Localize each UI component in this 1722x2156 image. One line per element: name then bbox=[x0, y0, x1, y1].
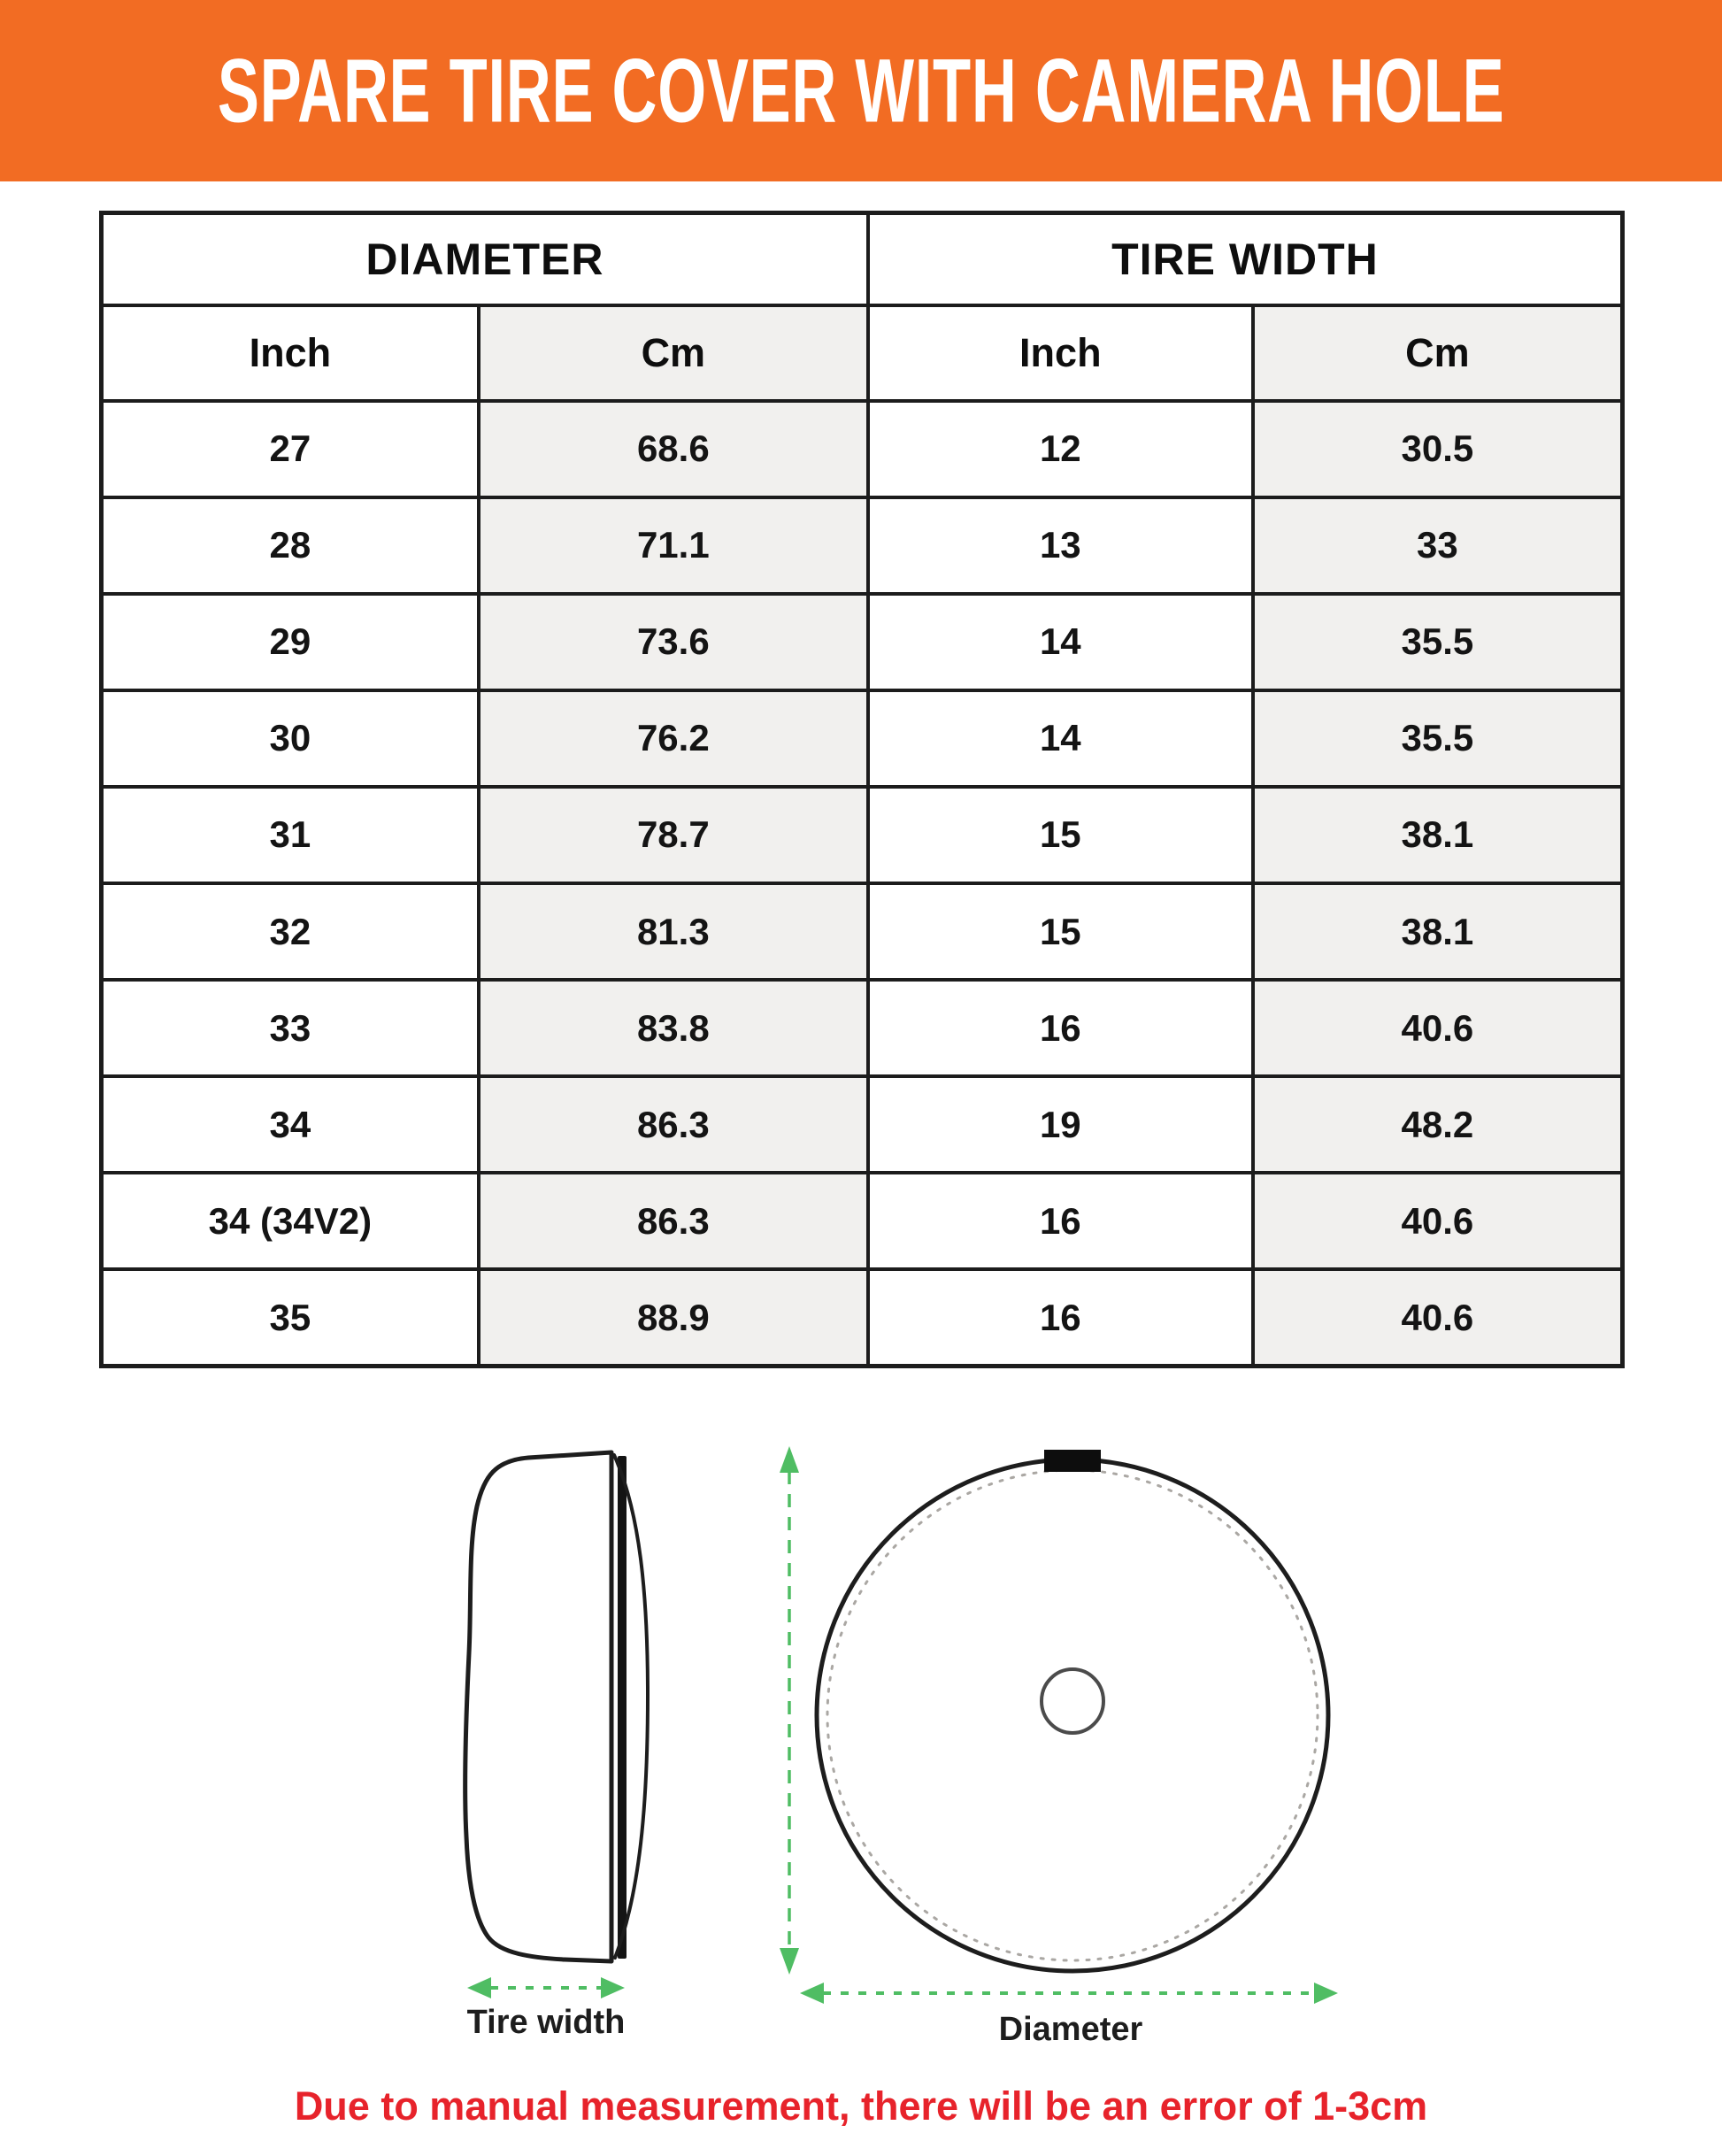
table-cell: 76.2 bbox=[479, 690, 868, 787]
group-header-diameter: DIAMETER bbox=[102, 213, 868, 305]
table-row bbox=[102, 980, 1623, 1076]
table-row bbox=[102, 690, 1623, 787]
table-unit-header-row bbox=[102, 305, 1623, 401]
tire-width-label: Tire width bbox=[466, 2004, 626, 2041]
table-cell: 83.8 bbox=[479, 980, 868, 1076]
table-cell: 19 bbox=[868, 1076, 1253, 1173]
diameter-arrow bbox=[800, 1983, 1338, 2004]
strap-mark bbox=[1044, 1450, 1101, 1472]
table-cell: 35.5 bbox=[1253, 690, 1623, 787]
table-cell: 81.3 bbox=[479, 883, 868, 980]
arrow-down-icon bbox=[780, 1948, 799, 1975]
banner bbox=[0, 0, 1722, 181]
table-cell: 35 bbox=[102, 1269, 479, 1366]
table-cell: 27 bbox=[102, 401, 479, 497]
table-cell: 40.6 bbox=[1253, 1173, 1623, 1269]
arrow-right-icon bbox=[601, 1977, 625, 1998]
table-row bbox=[102, 883, 1623, 980]
table-cell: 12 bbox=[868, 401, 1253, 497]
unit-header-inch: Inch bbox=[868, 305, 1253, 401]
tire-front-view bbox=[817, 1450, 1328, 1971]
table-cell: 16 bbox=[868, 1269, 1253, 1366]
table-cell: 35.5 bbox=[1253, 594, 1623, 690]
diagram-canvas bbox=[0, 1416, 1722, 2156]
table-cell: 16 bbox=[868, 1173, 1253, 1269]
table-cell: 34 (34V2) bbox=[102, 1173, 479, 1269]
unit-header-cm: Cm bbox=[1253, 305, 1623, 401]
table-cell: 15 bbox=[868, 787, 1253, 883]
table-cell: 32 bbox=[102, 883, 479, 980]
table-cell: 30 bbox=[102, 690, 479, 787]
tire-side-body bbox=[465, 1452, 611, 1961]
measurement-disclaimer: Due to manual measurement, there will be an error of 1-3cm bbox=[294, 2083, 1428, 2129]
table-cell: 33 bbox=[1253, 497, 1623, 594]
table-cell: 16 bbox=[868, 980, 1253, 1076]
diameter-label: Diameter bbox=[998, 2011, 1143, 2048]
diameter-vertical-arrow bbox=[780, 1446, 799, 1975]
arrow-left-icon bbox=[800, 1983, 824, 2004]
table-cell: 13 bbox=[868, 497, 1253, 594]
table-cell: 78.7 bbox=[479, 787, 868, 883]
tire-tread-bar bbox=[618, 1456, 627, 1959]
arrow-left-icon bbox=[467, 1977, 491, 1998]
tire-width-arrow bbox=[467, 1977, 625, 1998]
table-row bbox=[102, 497, 1623, 594]
table-cell: 34 bbox=[102, 1076, 479, 1173]
table-row bbox=[102, 594, 1623, 690]
table-row bbox=[102, 787, 1623, 883]
table-cell: 48.2 bbox=[1253, 1076, 1623, 1173]
table-cell: 73.6 bbox=[479, 594, 868, 690]
group-header-tire-width: TIRE WIDTH bbox=[868, 213, 1623, 305]
measurement-diagram bbox=[0, 1416, 1722, 2156]
table-row bbox=[102, 401, 1623, 497]
table-cell: 86.3 bbox=[479, 1076, 868, 1173]
table-cell: 29 bbox=[102, 594, 479, 690]
table-cell: 71.1 bbox=[479, 497, 868, 594]
table-cell: 38.1 bbox=[1253, 883, 1623, 980]
page-title: SPARE TIRE COVER WITH CAMERA HOLE bbox=[217, 39, 1505, 142]
arrow-right-icon bbox=[1314, 1983, 1338, 2004]
camera-hole bbox=[1042, 1669, 1103, 1733]
table-cell: 86.3 bbox=[479, 1173, 868, 1269]
table-row bbox=[102, 1173, 1623, 1269]
table-cell: 33 bbox=[102, 980, 479, 1076]
table-cell: 38.1 bbox=[1253, 787, 1623, 883]
tire-side-view bbox=[465, 1452, 648, 1961]
table-cell: 40.6 bbox=[1253, 980, 1623, 1076]
table-cell: 68.6 bbox=[479, 401, 868, 497]
table-row bbox=[102, 1076, 1623, 1173]
table-cell: 31 bbox=[102, 787, 479, 883]
arrow-up-icon bbox=[780, 1446, 799, 1473]
table-cell: 14 bbox=[868, 594, 1253, 690]
table-cell: 14 bbox=[868, 690, 1253, 787]
table-group-header-row bbox=[102, 213, 1623, 305]
table-cell: 30.5 bbox=[1253, 401, 1623, 497]
size-table bbox=[99, 211, 1625, 1368]
unit-header-inch: Inch bbox=[102, 305, 479, 401]
size-table-grid bbox=[99, 211, 1625, 1368]
table-cell: 40.6 bbox=[1253, 1269, 1623, 1366]
table-row bbox=[102, 1269, 1623, 1366]
table-cell: 88.9 bbox=[479, 1269, 868, 1366]
table-cell: 15 bbox=[868, 883, 1253, 980]
unit-header-cm: Cm bbox=[479, 305, 868, 401]
table-cell: 28 bbox=[102, 497, 479, 594]
